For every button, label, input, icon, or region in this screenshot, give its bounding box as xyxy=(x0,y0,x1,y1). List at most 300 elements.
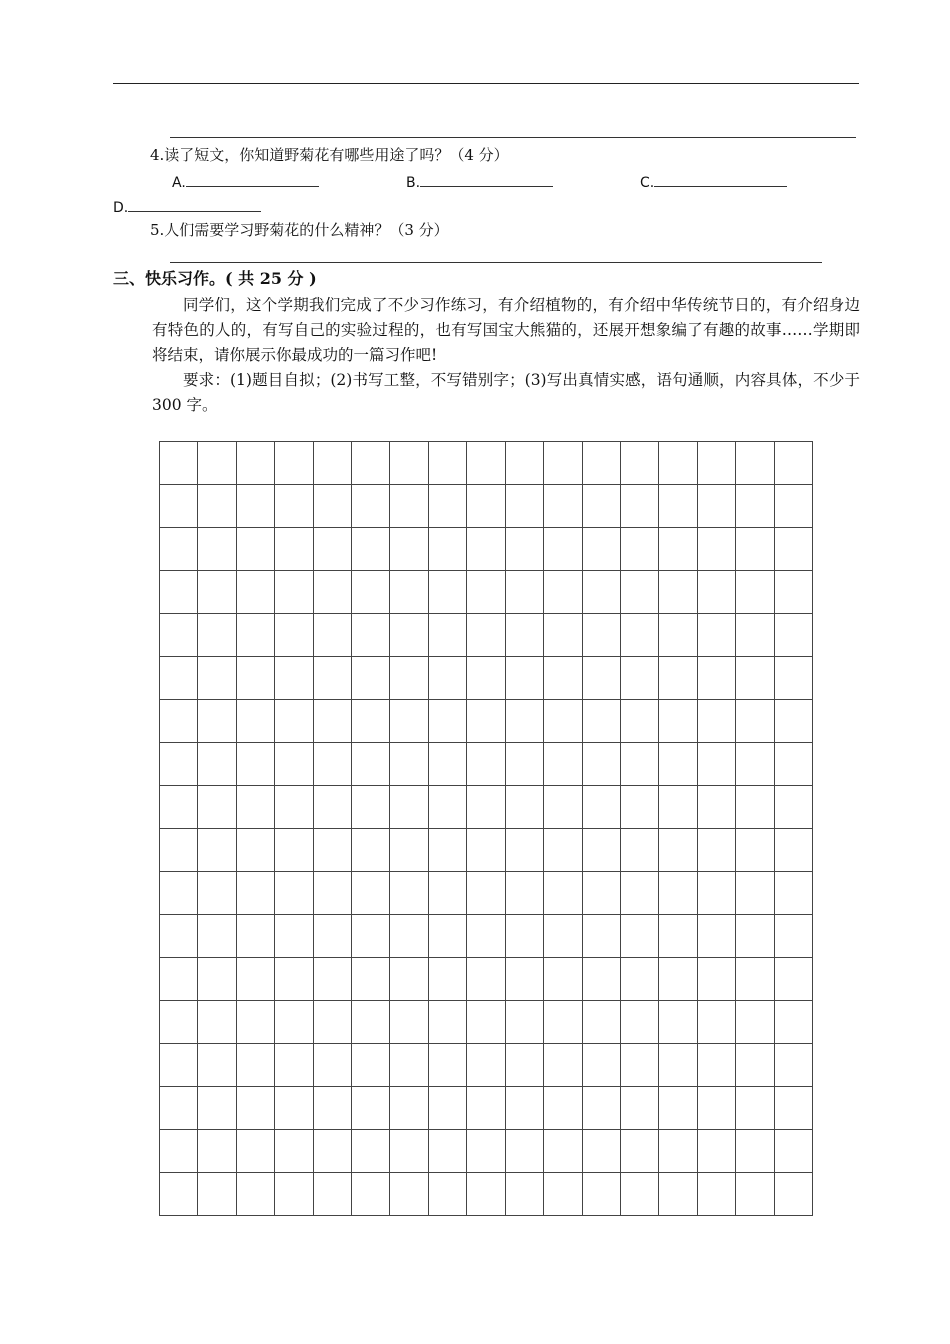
grid-cell[interactable] xyxy=(544,1130,582,1173)
grid-cell[interactable] xyxy=(583,1087,621,1130)
grid-cell[interactable] xyxy=(467,958,505,1001)
grid-cell[interactable] xyxy=(698,1044,736,1087)
grid-cell[interactable] xyxy=(467,657,505,700)
grid-cell[interactable] xyxy=(467,614,505,657)
grid-cell[interactable] xyxy=(198,571,236,614)
grid-cell[interactable] xyxy=(352,786,390,829)
grid-cell[interactable] xyxy=(390,442,428,485)
grid-cell[interactable] xyxy=(429,1130,467,1173)
grid-cell[interactable] xyxy=(698,1001,736,1044)
grid-cell[interactable] xyxy=(314,1087,352,1130)
grid-cell[interactable] xyxy=(583,872,621,915)
grid-cell[interactable] xyxy=(237,1173,275,1216)
grid-cell[interactable] xyxy=(775,700,813,743)
grid-cell[interactable] xyxy=(775,1044,813,1087)
grid-cell[interactable] xyxy=(429,442,467,485)
grid-cell[interactable] xyxy=(736,1001,774,1044)
grid-cell[interactable] xyxy=(659,1130,697,1173)
grid-cell[interactable] xyxy=(736,614,774,657)
grid-cell[interactable] xyxy=(198,442,236,485)
grid-cell[interactable] xyxy=(314,700,352,743)
grid-cell[interactable] xyxy=(659,657,697,700)
grid-cell[interactable] xyxy=(583,571,621,614)
grid-cell[interactable] xyxy=(352,958,390,1001)
grid-cell[interactable] xyxy=(429,528,467,571)
grid-cell[interactable] xyxy=(352,1173,390,1216)
grid-cell[interactable] xyxy=(198,786,236,829)
grid-cell[interactable] xyxy=(698,1130,736,1173)
grid-cell[interactable] xyxy=(506,958,544,1001)
grid-cell[interactable] xyxy=(390,915,428,958)
grid-cell[interactable] xyxy=(237,829,275,872)
grid-cell[interactable] xyxy=(390,528,428,571)
grid-cell[interactable] xyxy=(390,614,428,657)
grid-cell[interactable] xyxy=(544,700,582,743)
grid-cell[interactable] xyxy=(698,614,736,657)
grid-cell[interactable] xyxy=(160,485,198,528)
grid-cell[interactable] xyxy=(352,700,390,743)
grid-cell[interactable] xyxy=(736,528,774,571)
grid-cell[interactable] xyxy=(659,485,697,528)
grid-cell[interactable] xyxy=(775,1130,813,1173)
grid-cell[interactable] xyxy=(429,657,467,700)
grid-cell[interactable] xyxy=(352,1130,390,1173)
grid-cell[interactable] xyxy=(506,915,544,958)
grid-cell[interactable] xyxy=(314,1173,352,1216)
grid-cell[interactable] xyxy=(583,700,621,743)
grid-cell[interactable] xyxy=(314,528,352,571)
grid-cell[interactable] xyxy=(506,872,544,915)
grid-cell[interactable] xyxy=(659,1001,697,1044)
grid-cell[interactable] xyxy=(352,614,390,657)
grid-cell[interactable] xyxy=(160,1130,198,1173)
grid-cell[interactable] xyxy=(698,485,736,528)
grid-cell[interactable] xyxy=(160,571,198,614)
grid-cell[interactable] xyxy=(237,1044,275,1087)
grid-cell[interactable] xyxy=(390,700,428,743)
grid-cell[interactable] xyxy=(390,872,428,915)
grid-cell[interactable] xyxy=(237,743,275,786)
grid-cell[interactable] xyxy=(621,571,659,614)
grid-cell[interactable] xyxy=(698,786,736,829)
grid-cell[interactable] xyxy=(698,829,736,872)
q3-answer-line[interactable] xyxy=(170,137,856,138)
grid-cell[interactable] xyxy=(544,743,582,786)
grid-cell[interactable] xyxy=(506,614,544,657)
grid-cell[interactable] xyxy=(275,571,313,614)
grid-cell[interactable] xyxy=(467,442,505,485)
grid-cell[interactable] xyxy=(621,1044,659,1087)
grid-cell[interactable] xyxy=(467,1044,505,1087)
grid-cell[interactable] xyxy=(390,786,428,829)
grid-cell[interactable] xyxy=(352,571,390,614)
grid-cell[interactable] xyxy=(160,614,198,657)
grid-cell[interactable] xyxy=(429,1044,467,1087)
grid-cell[interactable] xyxy=(775,528,813,571)
grid-cell[interactable] xyxy=(506,1001,544,1044)
grid-cell[interactable] xyxy=(698,915,736,958)
grid-cell[interactable] xyxy=(275,657,313,700)
grid-cell[interactable] xyxy=(621,958,659,1001)
grid-cell[interactable] xyxy=(583,485,621,528)
grid-cell[interactable] xyxy=(506,700,544,743)
grid-cell[interactable] xyxy=(506,1087,544,1130)
grid-cell[interactable] xyxy=(736,657,774,700)
grid-cell[interactable] xyxy=(275,1173,313,1216)
grid-cell[interactable] xyxy=(698,442,736,485)
grid-cell[interactable] xyxy=(160,700,198,743)
grid-cell[interactable] xyxy=(736,571,774,614)
grid-cell[interactable] xyxy=(352,743,390,786)
grid-cell[interactable] xyxy=(775,872,813,915)
grid-cell[interactable] xyxy=(352,829,390,872)
grid-cell[interactable] xyxy=(659,614,697,657)
grid-cell[interactable] xyxy=(467,743,505,786)
grid-cell[interactable] xyxy=(583,442,621,485)
grid-cell[interactable] xyxy=(198,743,236,786)
grid-cell[interactable] xyxy=(429,958,467,1001)
q4-option-b[interactable] xyxy=(406,172,553,193)
grid-cell[interactable] xyxy=(659,1173,697,1216)
grid-cell[interactable] xyxy=(583,786,621,829)
grid-cell[interactable] xyxy=(506,829,544,872)
grid-cell[interactable] xyxy=(198,1173,236,1216)
grid-cell[interactable] xyxy=(198,485,236,528)
grid-cell[interactable] xyxy=(314,829,352,872)
grid-cell[interactable] xyxy=(390,571,428,614)
grid-cell[interactable] xyxy=(659,958,697,1001)
grid-cell[interactable] xyxy=(736,1173,774,1216)
grid-cell[interactable] xyxy=(506,743,544,786)
grid-cell[interactable] xyxy=(314,786,352,829)
grid-cell[interactable] xyxy=(736,442,774,485)
grid-cell[interactable] xyxy=(544,829,582,872)
grid-cell[interactable] xyxy=(544,1087,582,1130)
grid-cell[interactable] xyxy=(198,958,236,1001)
grid-cell[interactable] xyxy=(314,743,352,786)
grid-cell[interactable] xyxy=(544,1044,582,1087)
grid-cell[interactable] xyxy=(160,915,198,958)
grid-cell[interactable] xyxy=(698,1173,736,1216)
grid-cell[interactable] xyxy=(467,1130,505,1173)
grid-cell[interactable] xyxy=(659,786,697,829)
grid-cell[interactable] xyxy=(198,829,236,872)
grid-cell[interactable] xyxy=(736,958,774,1001)
grid-cell[interactable] xyxy=(698,528,736,571)
grid-cell[interactable] xyxy=(352,485,390,528)
grid-cell[interactable] xyxy=(390,1001,428,1044)
grid-cell[interactable] xyxy=(275,1130,313,1173)
grid-cell[interactable] xyxy=(659,442,697,485)
grid-cell[interactable] xyxy=(736,829,774,872)
grid-cell[interactable] xyxy=(314,485,352,528)
grid-cell[interactable] xyxy=(698,571,736,614)
grid-cell[interactable] xyxy=(775,442,813,485)
grid-cell[interactable] xyxy=(736,485,774,528)
grid-cell[interactable] xyxy=(314,657,352,700)
grid-cell[interactable] xyxy=(583,1044,621,1087)
grid-cell[interactable] xyxy=(621,1130,659,1173)
grid-cell[interactable] xyxy=(160,442,198,485)
grid-cell[interactable] xyxy=(467,1173,505,1216)
grid-cell[interactable] xyxy=(698,958,736,1001)
grid-cell[interactable] xyxy=(775,1087,813,1130)
grid-cell[interactable] xyxy=(736,915,774,958)
grid-cell[interactable] xyxy=(429,1173,467,1216)
grid-cell[interactable] xyxy=(467,528,505,571)
grid-cell[interactable] xyxy=(544,958,582,1001)
grid-cell[interactable] xyxy=(467,571,505,614)
grid-cell[interactable] xyxy=(352,915,390,958)
grid-cell[interactable] xyxy=(659,743,697,786)
grid-cell[interactable] xyxy=(390,743,428,786)
grid-cell[interactable] xyxy=(621,657,659,700)
grid-cell[interactable] xyxy=(621,442,659,485)
q4-option-a-blank[interactable] xyxy=(186,172,319,187)
grid-cell[interactable] xyxy=(506,528,544,571)
grid-cell[interactable] xyxy=(275,1001,313,1044)
grid-cell[interactable] xyxy=(237,872,275,915)
grid-cell[interactable] xyxy=(275,915,313,958)
grid-cell[interactable] xyxy=(160,958,198,1001)
grid-cell[interactable] xyxy=(506,571,544,614)
grid-cell[interactable] xyxy=(775,571,813,614)
grid-cell[interactable] xyxy=(736,786,774,829)
grid-cell[interactable] xyxy=(659,1044,697,1087)
grid-cell[interactable] xyxy=(621,1173,659,1216)
grid-cell[interactable] xyxy=(429,829,467,872)
grid-cell[interactable] xyxy=(467,1087,505,1130)
grid-cell[interactable] xyxy=(352,1087,390,1130)
grid-cell[interactable] xyxy=(467,485,505,528)
grid-cell[interactable] xyxy=(275,829,313,872)
grid-cell[interactable] xyxy=(160,1087,198,1130)
grid-cell[interactable] xyxy=(736,1087,774,1130)
grid-cell[interactable] xyxy=(160,872,198,915)
q4-option-b-blank[interactable] xyxy=(420,172,553,187)
grid-cell[interactable] xyxy=(659,528,697,571)
grid-cell[interactable] xyxy=(506,1130,544,1173)
grid-cell[interactable] xyxy=(506,1173,544,1216)
grid-cell[interactable] xyxy=(275,442,313,485)
grid-cell[interactable] xyxy=(352,442,390,485)
grid-cell[interactable] xyxy=(583,1001,621,1044)
grid-cell[interactable] xyxy=(314,1130,352,1173)
grid-cell[interactable] xyxy=(736,1044,774,1087)
grid-cell[interactable] xyxy=(160,786,198,829)
grid-cell[interactable] xyxy=(621,829,659,872)
grid-cell[interactable] xyxy=(237,1087,275,1130)
grid-cell[interactable] xyxy=(314,872,352,915)
grid-cell[interactable] xyxy=(736,700,774,743)
grid-cell[interactable] xyxy=(736,872,774,915)
grid-cell[interactable] xyxy=(775,915,813,958)
grid-cell[interactable] xyxy=(237,1130,275,1173)
grid-cell[interactable] xyxy=(698,743,736,786)
grid-cell[interactable] xyxy=(390,1087,428,1130)
grid-cell[interactable] xyxy=(467,786,505,829)
grid-cell[interactable] xyxy=(429,1087,467,1130)
grid-cell[interactable] xyxy=(544,872,582,915)
grid-cell[interactable] xyxy=(352,657,390,700)
grid-cell[interactable] xyxy=(352,1044,390,1087)
grid-cell[interactable] xyxy=(390,485,428,528)
grid-cell[interactable] xyxy=(237,1001,275,1044)
grid-cell[interactable] xyxy=(314,442,352,485)
grid-cell[interactable] xyxy=(314,1044,352,1087)
q4-option-c[interactable] xyxy=(640,172,787,193)
grid-cell[interactable] xyxy=(429,743,467,786)
grid-cell[interactable] xyxy=(275,614,313,657)
grid-cell[interactable] xyxy=(698,872,736,915)
grid-cell[interactable] xyxy=(583,958,621,1001)
grid-cell[interactable] xyxy=(775,829,813,872)
grid-cell[interactable] xyxy=(390,1044,428,1087)
grid-cell[interactable] xyxy=(160,743,198,786)
grid-cell[interactable] xyxy=(544,915,582,958)
grid-cell[interactable] xyxy=(198,1044,236,1087)
grid-cell[interactable] xyxy=(544,528,582,571)
grid-cell[interactable] xyxy=(659,872,697,915)
grid-cell[interactable] xyxy=(621,700,659,743)
grid-cell[interactable] xyxy=(621,743,659,786)
grid-cell[interactable] xyxy=(237,915,275,958)
grid-cell[interactable] xyxy=(237,958,275,1001)
grid-cell[interactable] xyxy=(198,872,236,915)
grid-cell[interactable] xyxy=(237,786,275,829)
grid-cell[interactable] xyxy=(659,700,697,743)
grid-cell[interactable] xyxy=(275,1044,313,1087)
writing-grid[interactable] xyxy=(159,441,813,1216)
grid-cell[interactable] xyxy=(506,442,544,485)
grid-cell[interactable] xyxy=(198,915,236,958)
grid-cell[interactable] xyxy=(429,1001,467,1044)
grid-cell[interactable] xyxy=(467,872,505,915)
grid-cell[interactable] xyxy=(237,442,275,485)
grid-cell[interactable] xyxy=(237,571,275,614)
grid-cell[interactable] xyxy=(429,872,467,915)
grid-cell[interactable] xyxy=(775,786,813,829)
grid-cell[interactable] xyxy=(775,1173,813,1216)
grid-cell[interactable] xyxy=(314,1001,352,1044)
grid-cell[interactable] xyxy=(583,915,621,958)
grid-cell[interactable] xyxy=(621,786,659,829)
grid-cell[interactable] xyxy=(467,829,505,872)
grid-cell[interactable] xyxy=(352,528,390,571)
grid-cell[interactable] xyxy=(275,1087,313,1130)
grid-cell[interactable] xyxy=(775,657,813,700)
grid-cell[interactable] xyxy=(467,915,505,958)
grid-cell[interactable] xyxy=(698,700,736,743)
grid-cell[interactable] xyxy=(198,657,236,700)
grid-cell[interactable] xyxy=(390,958,428,1001)
grid-cell[interactable] xyxy=(506,485,544,528)
grid-cell[interactable] xyxy=(314,571,352,614)
grid-cell[interactable] xyxy=(198,528,236,571)
grid-cell[interactable] xyxy=(160,1001,198,1044)
grid-cell[interactable] xyxy=(429,786,467,829)
grid-cell[interactable] xyxy=(621,872,659,915)
grid-cell[interactable] xyxy=(621,528,659,571)
grid-cell[interactable] xyxy=(698,657,736,700)
grid-cell[interactable] xyxy=(275,528,313,571)
grid-cell[interactable] xyxy=(352,872,390,915)
grid-cell[interactable] xyxy=(198,614,236,657)
grid-cell[interactable] xyxy=(160,657,198,700)
grid-cell[interactable] xyxy=(544,485,582,528)
grid-cell[interactable] xyxy=(544,786,582,829)
grid-cell[interactable] xyxy=(659,829,697,872)
grid-cell[interactable] xyxy=(698,1087,736,1130)
grid-cell[interactable] xyxy=(544,571,582,614)
grid-cell[interactable] xyxy=(775,958,813,1001)
q4-option-d-blank[interactable] xyxy=(128,197,261,212)
grid-cell[interactable] xyxy=(775,614,813,657)
grid-cell[interactable] xyxy=(314,958,352,1001)
grid-cell[interactable] xyxy=(160,829,198,872)
grid-cell[interactable] xyxy=(275,700,313,743)
grid-cell[interactable] xyxy=(467,700,505,743)
grid-cell[interactable] xyxy=(621,485,659,528)
grid-cell[interactable] xyxy=(659,915,697,958)
grid-cell[interactable] xyxy=(583,614,621,657)
grid-cell[interactable] xyxy=(198,1001,236,1044)
grid-cell[interactable] xyxy=(506,657,544,700)
grid-cell[interactable] xyxy=(390,829,428,872)
grid-cell[interactable] xyxy=(583,1173,621,1216)
grid-cell[interactable] xyxy=(621,915,659,958)
grid-cell[interactable] xyxy=(352,1001,390,1044)
grid-cell[interactable] xyxy=(544,442,582,485)
grid-cell[interactable] xyxy=(390,1130,428,1173)
grid-cell[interactable] xyxy=(198,1130,236,1173)
grid-cell[interactable] xyxy=(160,1044,198,1087)
grid-cell[interactable] xyxy=(544,614,582,657)
grid-cell[interactable] xyxy=(275,786,313,829)
grid-cell[interactable] xyxy=(467,1001,505,1044)
grid-cell[interactable] xyxy=(506,786,544,829)
grid-cell[interactable] xyxy=(736,1130,774,1173)
grid-cell[interactable] xyxy=(583,1130,621,1173)
grid-cell[interactable] xyxy=(583,657,621,700)
q5-answer-line[interactable] xyxy=(170,262,822,263)
grid-cell[interactable] xyxy=(275,872,313,915)
q4-option-a[interactable] xyxy=(172,172,319,193)
grid-cell[interactable] xyxy=(237,528,275,571)
grid-cell[interactable] xyxy=(544,1001,582,1044)
grid-cell[interactable] xyxy=(160,528,198,571)
q4-option-d[interactable] xyxy=(113,197,261,218)
grid-cell[interactable] xyxy=(429,614,467,657)
grid-cell[interactable] xyxy=(390,1173,428,1216)
grid-cell[interactable] xyxy=(506,1044,544,1087)
grid-cell[interactable] xyxy=(544,1173,582,1216)
grid-cell[interactable] xyxy=(621,614,659,657)
grid-cell[interactable] xyxy=(237,700,275,743)
q4-option-c-blank[interactable] xyxy=(654,172,787,187)
grid-cell[interactable] xyxy=(198,1087,236,1130)
grid-cell[interactable] xyxy=(621,1001,659,1044)
grid-cell[interactable] xyxy=(621,1087,659,1130)
grid-cell[interactable] xyxy=(429,485,467,528)
grid-cell[interactable] xyxy=(659,571,697,614)
grid-cell[interactable] xyxy=(198,700,236,743)
grid-cell[interactable] xyxy=(659,1087,697,1130)
grid-cell[interactable] xyxy=(237,614,275,657)
grid-cell[interactable] xyxy=(160,1173,198,1216)
grid-cell[interactable] xyxy=(583,528,621,571)
grid-cell[interactable] xyxy=(736,743,774,786)
